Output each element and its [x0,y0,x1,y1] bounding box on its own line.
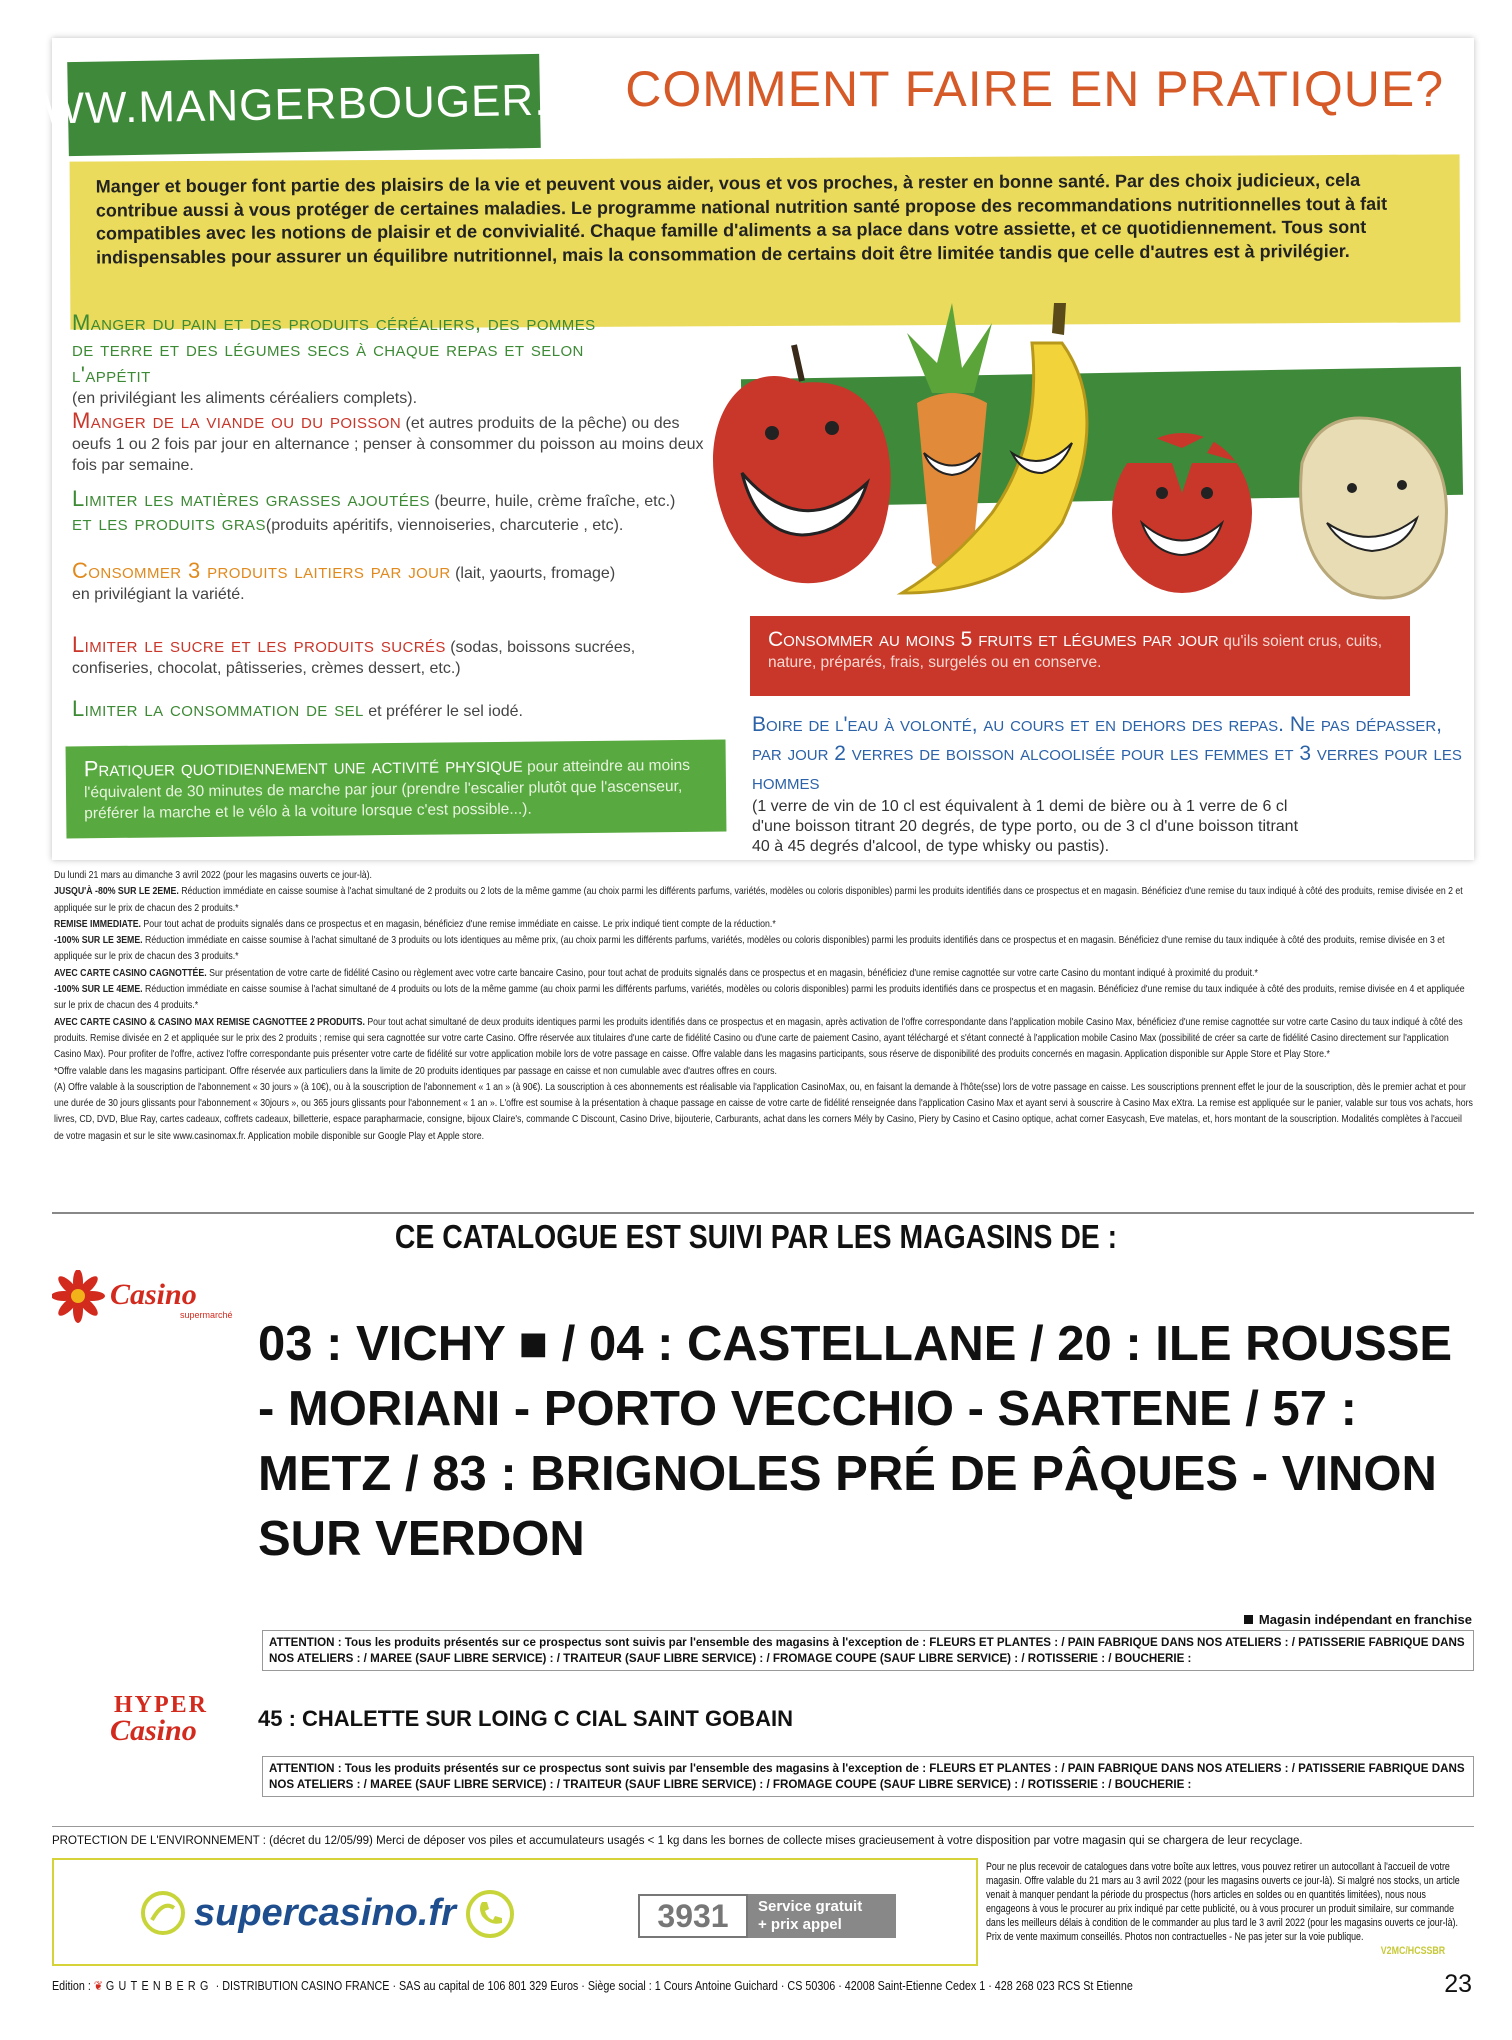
advice-rest: (et autres produits de la pêche) ou des oeufs 1 ou 2 fois par jour en alternance ; penser à consommer du poisson au moins deux fois par semaine. [72,415,704,474]
hyper-store: 45 : CHALETTE SUR LOING C CIAL SAINT GOBAIN [258,1706,793,1731]
advice-sugar [72,634,672,679]
hyper-casino-logo [106,1688,236,1746]
legal-line: AVEC CARTE CASINO CAGNOTTÉE. Sur présentation de votre carte de fidélité Casino ou règlement avec votre carte bancaire Casino, pour tout achat de produits signalés dans ce prospectus et en magasin, bénéficiez d'une remise cagnottée sur votre carte Casino du montant indiqué à proximité du produit.* [54,967,1258,979]
advice-head: Limiter la consommation de sel [72,696,364,721]
advice-head: Limiter le sucre et les produits sucrés [72,632,446,657]
legal-line: AVEC CARTE CASINO & CASINO MAX REMISE CAGNOTTEE 2 PRODUITS. Pour tout achat simultané de deux produits identiques parmi les produits identifiés dans ce prospectus et en magasin, après activation de l'offre correspondante dans l'application mobile Casino Max, bénéficiez d'une remise cagnottée sur votre carte Casino du taux indiqué à côté des produits. Remise divisée en 2 et appliquée sur le prix des 2 produits ; remise qui sera cagnottée sur votre carte Casino. Offre réservée aux titulaires d'une carte de fidélité Casino ou d'une carte de paiement Casino, ayant téléchargé et s'étant connecté à l'application mobile Casino Max (possibilité de créer sa carte de fidélité Casino directement sur l'application Casino Max). Pour profiter de l'offre, activez l'offre correspondante puis présenter votre carte de fidélité sur votre application mobile lors de votre passage en caisse. Offre valable dans les magasins participants, sous réserve de disponibilité des produits concernés en magasin. Application disponible sur Apple Store et Play Store.* [54,1016,1463,1061]
page-title: COMMENT FAIRE EN PRATIQUE? [625,61,1444,117]
url-text: WWW.MANGERBOUGER.FR [0,74,609,135]
advice-head: Consommer 3 produits laitiers par jour [72,558,451,583]
legal-line: -100% SUR LE 3EME. Réduction immédiate en caisse soumise à l'achat simultané de 3 produits ou lots identiques au même prix, (au choix parmi les différents parfums, variétés, modèles ou coloris disponibles) parmi les produits identifiés dans ce prospectus et en magasin. Bénéficiez d'une remise du taux indiquée à côté des produits, remise divisée en 3 et appliquée sur le prix de chacun des 3 produits.* [54,935,1445,963]
activity-box [66,740,727,839]
legal-line: (A) Offre valable à la souscription de l'abonnement « 30 jours » (à 10€), ou à la souscription de l'abonnement « 1 an » (à 90€). La souscription à ces abonnements est réalisable via l'application CasinoMax, ou, en faisant la demande à l'hôte(sse) lors de votre passage en caisse. Les souscriptions prennent effet le jour de la souscription, dès le premier achat et pour une durée de 30 jours glissants pour l'abonnement « 30jours », ou 365 jours glissants pour l'abonnement « 1 an ». L'offre est soumise à la présentation à chaque passage en caisse de votre carte de fidélité renseignée dans l'application Casino Max et ayant servi à souscrire à Casino Max eXtra. La remise est appliquée sur le panier, valable sur tous vos achats, hors livres, CD, DVD, Blue Ray, cartes cadeaux, coffrets cadeaux, billetterie, espace parapharmacie, consigne, bijoux Claire's, commande C Discount, Casino Drive, bijouterie, Carburants, achat dans les corners Mély by Casino, Piery by Casino et Casino optique, achat corner Easycash, Eve matelas, et, hors montant de la souscription. Modalités complètes à l'accueil de votre magasin et sur le site www.casinomax.fr. Application mobile disponible sur Google Play et Apple store. [54,1081,1473,1142]
supercasino-site: supercasino.fr [194,1891,456,1934]
advice-cereals [72,310,712,409]
water-head: Boire de l'eau à volonté, au cours et en dehors des repas. Ne pas dépasser, par jour 2 verres de boisson alcoolisée pour les femmes et 3 verres pour les hommes [752,713,1462,794]
tomato-character [1112,428,1252,593]
advice-fats [72,488,712,536]
advice-head: Manger du pain et des produits céréaliers, des pommes de terre et des légumes secs à chaque repas et selon l'appétit [72,310,596,387]
advice-head: Manger de la viande ou du poisson [72,408,402,433]
attention-notice-1: ATTENTION : Tous les produits présentés sur ce prospectus sont suivis par l'ensemble des magasins à l'exception de : FLEURS ET PLANTES : / PAIN FABRIQUE DANS NOS ATELIERS : / PATISSERIE FABRIQUE DANS NOS ATELIERS : / MAREE (SAUF LIBRE SERVICE) : / TRAITEUR (SAUF LIBRE SERVICE) : / FROMAGE COUPE (SAUF LIBRE SERVICE) : / ROTISSERIE : / BOUCHERIE : [262,1630,1474,1671]
apple-character [713,345,891,583]
activity-rest: pour atteindre au moins l'équivalent de 30 minutes de marche par jour (prendre l'escalier plutôt que l'ascenseur, préférer la marche et le vélo à la voiture lorsque c'est possible...). [83,756,691,823]
advice-rest: et préférer le sel iodé. [368,703,523,720]
fruits-head: Consommer au moins 5 fruits et légumes par jour [768,628,1219,651]
service-label: Service gratuit + prix appel [748,1894,896,1938]
fruit-illustration [702,263,1472,623]
hyper-logo-line2: Casino [110,1714,197,1746]
nutrition-panel [0,38,1474,860]
advice-rest-2: (produits apéritifs, viennoiseries, charcuterie , etc). [265,517,624,534]
advice-dairy [72,560,632,605]
catalogue-code: V2MC/HCSSBR [1380,1945,1446,1957]
supercasino-logo[interactable] [140,1890,456,1936]
legal-line: JUSQU'À -80% SUR LE 2EME. Réduction immédiate en caisse soumise à l'achat simultané de 2 produits ou 2 lots de la même gamme (au choix parmi les différents parfums, variétés, modèles ou coloris disponibles) parmi les produits identifiés dans ce prospectus et en magasin. Bénéficiez d'une remise du taux indiqué à côté des produits, remise divisée en 2 et appliquée sur le prix de chacun des 2 produits.* [54,886,1463,914]
legal-line: -100% SUR LE 4EME. Réduction immédiate en caisse soumise à l'achat simultané de 4 produits ou lots de la même gamme (au choix parmi les différents parfums, variétés, modèles ou coloris disponibles) parmi les produits identifiés dans ce prospectus et en magasin. Bénéficiez d'une remise du taux indiquée à côté des produits, remise divisée en 4 et appliquée sur le prix de chacun des 4 produits.* [54,984,1465,1012]
phone-icon [466,1890,514,1938]
potato-character [1301,418,1447,598]
casino-logo-sub: supermarché [180,1310,233,1320]
phone-number: 3931 [638,1894,748,1938]
edition-line: Edition : ❦ GUTENBERG · DISTRIBUTION CASINO FRANCE · SAS au capital de 106 801 329 Euros · Siège social : 1 Cours Antoine Guichard · CS 50306 · 42008 Saint-Etienne Cedex 1 · 428 268 023 RCS St Etienne [52,1979,1133,1993]
divider [52,1212,1474,1214]
casino-stores: 03 : VICHY ■ / 04 : CASTELLANE / 20 : ILE ROUSSE - MORIANI - PORTO VECCHIO - SARTENE / 57 : METZ / 83 : BRIGNOLES PRÉ DE PÂQUES - VINON SUR VERDON [258,1317,1453,1566]
legal-line: *Offre valable dans les magasins participant. Offre réservée aux particuliers dans la limite de 20 produits identiques par passage en caisse et non cumulable avec d'autres offres en cours. [54,1065,777,1077]
advice-head-2: et les produits gras [72,510,266,535]
supercasino-globe-icon [140,1890,186,1936]
footer-note: Pour ne plus recevoir de catalogues dans votre boîte aux lettres, vous pouvez retirer un autocollant à l'accueil de votre magasin. Offre valable du 21 mars au 3 avril 2022 (pour les magasins ouverts ce jour-là). Si malgré nos stocks, un article venait à manquer pendant la période du prospectus (hors articles en soldes ou en quantités limitées), nous nous engageons à vous le procurer au prix indiqué par cette publicité, ou à vous procurer un produit similaire, sur commande dans les meilleurs délais à condition de le commander au plus tard le 3 avril 2022 (pour les magasins ouverts ce jour-là). Prix de vente maximum conseillés. Photos non contractuelles - Ne pas jeter sur la voie publique. V2MC/HCSSBR [986,1860,1470,1958]
intro-text: Manger et bouger font partie des plaisirs de la vie et peuvent vous aider, vous et vos proches, à rester en bonne santé. Par des choix judicieux, cela contribue aussi à vous protéger de certaines maladies. Le programme national nutrition santé propose des recommandations nutritionnelles tout à fait compatibles avec les notions de plaisir et de convivialité. Chaque famille d'aliments a sa place dans votre assiette, et ce quotidiennement. Tous sont indispensables pour assurer un équilibre nutritionnel, mais la consommation de certains doit être limitée tandis que celle d'autres est à privilégier. [95,169,1388,268]
legal-conditions [54,868,1473,1145]
advice-rest: (beurre, huile, crème fraîche, etc.) [434,493,676,510]
footer-promo-box [52,1858,978,1966]
square-marker-icon [1244,1615,1253,1624]
advice-head: Limiter les matières grasses ajoutées [72,486,430,511]
catalogue-heading: CE CATALOGUE EST SUIVI PAR LES MAGASINS DE : [394,1218,1118,1255]
advice-salt [72,698,712,722]
gutenberg-icon: ❦ [93,1979,103,1993]
fruit-characters [702,263,1472,623]
advice-rest: (sodas, boissons sucrées, confiseries, chocolat, pâtisseries, crèmes dessert, etc.) [72,639,636,677]
attention-notice-2: ATTENTION : Tous les produits présentés sur ce prospectus sont suivis par l'ensemble des magasins à l'exception de : FLEURS ET PLANTES : / PAIN FABRIQUE DANS NOS ATELIERS : / PATISSERIE FABRIQUE DANS NOS ATELIERS : / MAREE (SAUF LIBRE SERVICE) : / TRAITEUR (SAUF LIBRE SERVICE) : / FROMAGE COUPE (SAUF LIBRE SERVICE) : / ROTISSERIE : / BOUCHERIE : [262,1756,1474,1797]
url-banner[interactable] [0,54,609,156]
page-number: 23 [1444,1970,1472,1998]
advice-meat [72,410,712,476]
water-advice [752,710,1462,857]
water-rest: (1 verre de vin de 10 cl est équivalent à 1 demi de bière ou à 1 verre de 6 cl d'une boisson titrant 20 degrés, de type porto, ou de 3 cl d'une boisson titrant 40 à 45 degrés d'alcool, de type whisky ou pastis). [752,798,1299,855]
advice-rest: (en privilégiant les aliments céréaliers complets). [72,390,418,407]
fruits-box [750,616,1410,696]
casino-logo [52,1270,238,1324]
hyper-logo-line1: HYPER [114,1692,208,1718]
fruits-rest: qu'ils soient crus, cuits, nature, préparés, frais, surgelés ou en conserve. [768,633,1383,671]
advice-rest: (lait, yaourts, fromage) en privilégiant la variété. [72,565,616,603]
legal-line: REMISE IMMEDIATE. Pour tout achat de produits signalés dans ce prospectus et en magasin, bénéficiez d'une remise immédiate en caisse. Le prix indiqué tient compte de la réduction.* [54,918,776,930]
legal-line: Du lundi 21 mars au dimanche 3 avril 2022 (pour les magasins ouverts ce jour-là). [54,870,372,881]
service-number[interactable] [638,1894,896,1938]
casino-logo-text: Casino [110,1278,197,1311]
franchise-note: Magasin indépendant en franchise [1244,1612,1472,1627]
environment-protection: PROTECTION DE L'ENVIRONNEMENT : (décret du 12/05/99) Merci de déposer vos piles et accumulateurs usagés < 1 kg dans les bornes de collecte mises gracieusement à votre disposition par votre magasin qui se chargera de leur recyclage. [52,1826,1474,1847]
activity-head: Pratiquer quotidiennement une activité physique [83,751,523,782]
